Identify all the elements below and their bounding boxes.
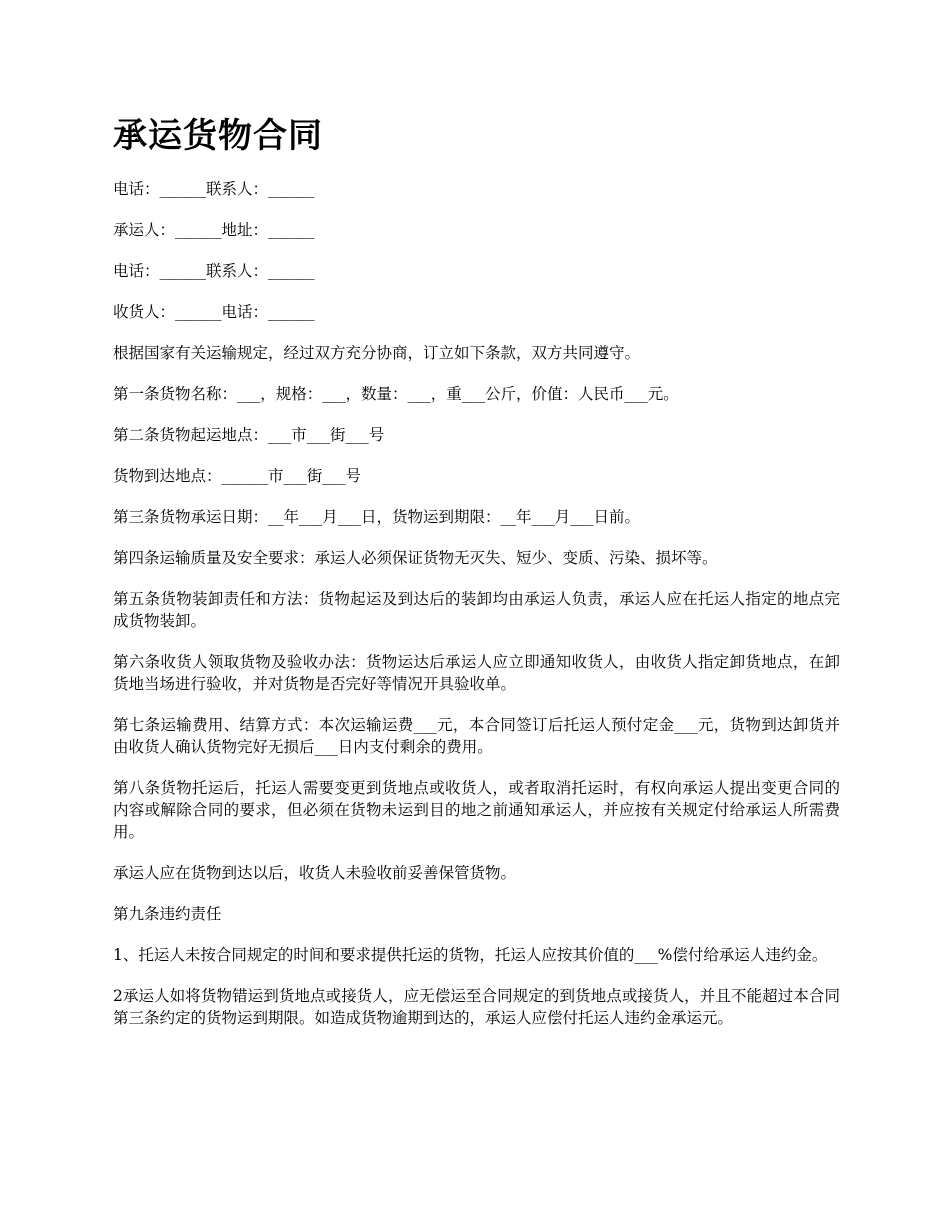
clause-9-heading: 第九条违约责任 — [113, 905, 222, 923]
clause-8-changes: 第八条货物托运后，托运人需要变更到货地点或收货人，或者取消托运时，有权向承运人提出变更合同的内容或解除合同的要求，但必须在货物未运到目的地之前通知承运人，并应按有关规定付给承运人所需费用。 — [113, 779, 840, 841]
paragraph-consignee: 收货人：______电话：______ — [113, 303, 315, 321]
clause-9-item-1: 1、托运人未按合同规定的时间和要求提供托运的货物，托运人应按其价值的___%偿付给承运人违约金。 — [113, 946, 828, 964]
clause-6-acceptance: 第六条收货人领取货物及验收办法：货物运达后承运人应立即通知收货人，由收货人指定卸货地点，在卸货地当场进行验收，并对货物是否完好等情况开具验收单。 — [113, 653, 840, 693]
paragraph-contact-phone-2: 电话：______联系人：______ — [113, 262, 315, 280]
document-page — [113, 112, 840, 1048]
clause-2-origin: 第二条货物起运地点：___市___街___号 — [113, 426, 385, 444]
clause-5-loading: 第五条货物装卸责任和方法：货物起运及到达后的装卸均由承运人负责，承运人应在托运人指定的地点完成货物装卸。 — [113, 590, 840, 630]
clause-4-quality: 第四条运输质量及安全要求：承运人必须保证货物无灭失、短少、变质、污染、损坏等。 — [113, 549, 718, 567]
clause-8-custody: 承运人应在货物到达以后，收货人未验收前妥善保管货物。 — [113, 864, 517, 882]
clause-2-destination: 货物到达地点：______市___街___号 — [113, 467, 362, 485]
paragraph-carrier: 承运人：______地址：______ — [113, 221, 315, 239]
clause-3-dates: 第三条货物承运日期：__年___月___日，货物运到期限：__年___月___日前。 — [113, 508, 641, 526]
paragraph-contact-phone-1: 电话：______联系人：______ — [113, 180, 315, 198]
paragraph-preamble: 根据国家有关运输规定，经过双方充分协商，订立如下条款，双方共同遵守。 — [113, 344, 641, 362]
clause-9-item-2: 2承运人如将货物错运到货地点或接货人，应无偿运至合同规定的到货地点或接货人，并且不能超过本合同第三条约定的货物运到期限。如造成货物逾期到达的，承运人应偿付托运人违约金承运元。 — [113, 987, 840, 1027]
document-title: 承运货物合同 — [113, 116, 323, 156]
clause-1-goods: 第一条货物名称：___，规格：___，数量：___，重___公斤，价值：人民币___元。 — [113, 385, 679, 403]
clause-7-fees: 第七条运输费用、结算方式：本次运输运费___元，本合同签订后托运人预付定金___元，货物到达卸货并由收货人确认货物完好无损后___日内支付剩余的费用。 — [113, 716, 840, 756]
